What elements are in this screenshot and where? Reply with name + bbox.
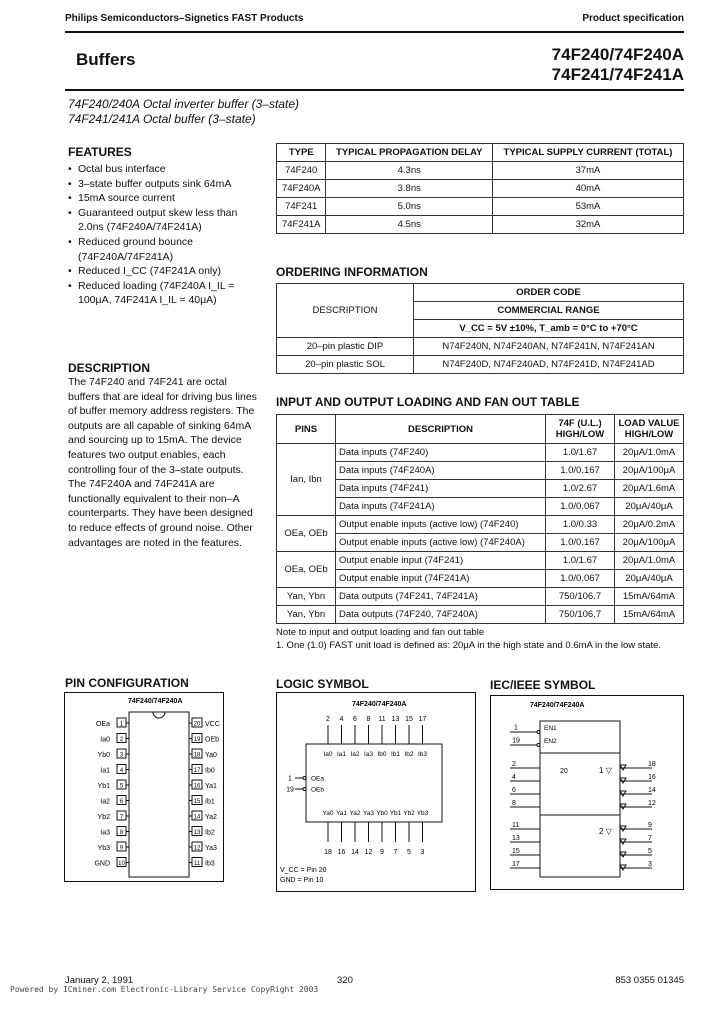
pin-name-right: Ib3 xyxy=(205,860,215,868)
load-value: 20μA/100μA xyxy=(615,462,684,480)
pin-number-right: 20 xyxy=(193,721,201,728)
description-para-2: The 74F240A and 74F241A are functionally equivalent to their non–A counterparts. They have been designed to reduce effects of ground noise. Other advantages are noted in the features. xyxy=(68,478,253,549)
typical-cell: 40mA xyxy=(493,180,684,198)
logic-bottom-pin: 5 xyxy=(407,849,411,856)
loading-row xyxy=(277,516,684,534)
logic-top-pin: 13 xyxy=(391,716,400,723)
pin-name-right: OEb xyxy=(205,736,220,744)
pin-number-right: 19 xyxy=(193,737,201,743)
iec-chip-label: 74F240/74F240A xyxy=(530,702,585,709)
logic-bottom-pin: 9 xyxy=(380,849,384,856)
typical-table xyxy=(276,143,684,234)
logic-input-label: Ia1 xyxy=(336,751,347,758)
feature-item: • Guaranteed output skew less than 2.0ns (74F240A/74F241A) xyxy=(68,206,260,235)
pin-number-left: 7 xyxy=(119,814,124,821)
pin-number-right: 11 xyxy=(193,861,201,867)
typical-cell: 74F241 xyxy=(277,198,326,216)
logic-input-label: Ib1 xyxy=(390,751,401,758)
pins-cell: Yan, Ybn xyxy=(277,588,336,606)
vcc-note: V_CC = Pin 20 xyxy=(280,867,327,874)
logic-top-pin: 15 xyxy=(405,716,413,723)
logic-input-label: Ia2 xyxy=(350,751,360,758)
pin-number-left: 2 xyxy=(119,737,124,743)
pin-name-right: Ib1 xyxy=(205,798,215,806)
pin-name-left: Yb3 xyxy=(97,845,110,852)
pin-number-right: 15 xyxy=(193,799,201,805)
loading-description: Data inputs (74F240A) xyxy=(336,462,546,480)
dip-body xyxy=(129,712,189,877)
pin-number-right: 13 xyxy=(193,830,201,836)
footer-date: January 2, 1991 xyxy=(65,975,134,986)
typical-row xyxy=(277,198,684,216)
ordering-heading: ORDERING INFORMATION xyxy=(276,265,428,279)
package-description: 20–pin plastic SOL xyxy=(277,356,414,374)
pin-number-right: 12 xyxy=(193,845,201,852)
iec-symbol-diagram xyxy=(490,695,684,890)
description-para-1: The 74F240 and 74F241 are octal buffers that are ideal for driving bus lines of buffer memory address registers. The outputs are all capable of sinking 64mA and sourcing up to 15mA. The device features two output enables, each controlling four of the 3–state outputs. xyxy=(68,376,257,476)
iec-gate-1: 1 ▽ xyxy=(599,766,612,775)
iec-left-pin: 13 xyxy=(512,835,520,842)
load-value: 15mA/64mA xyxy=(615,588,684,606)
iec-left-pin: 4 xyxy=(512,774,516,781)
load-value: 20μA/40μA xyxy=(615,570,684,588)
pin-number-left: 8 xyxy=(119,830,124,836)
iec-right-pin: 5 xyxy=(648,848,652,855)
typical-cell: 74F240A xyxy=(277,180,326,198)
pin-name-right: Ya3 xyxy=(205,845,217,852)
loading-description: Data inputs (74F241A) xyxy=(336,498,546,516)
logic-bottom-pin: 12 xyxy=(364,849,373,856)
pin-name-left: GND xyxy=(94,860,110,868)
iec-en-bubble xyxy=(537,744,540,747)
typical-header-cell: TYPICAL SUPPLY CURRENT (TOTAL) xyxy=(493,144,684,162)
logic-input-label: Ib0 xyxy=(377,751,387,758)
loading-row xyxy=(277,480,684,498)
load-value: 20μA/1.6mA xyxy=(615,480,684,498)
subtitle-line-2: 74F241/241A Octal buffer (3–state) xyxy=(68,112,256,126)
typical-cell: 3.8ns xyxy=(326,180,493,198)
order-codes: N74F240N, N74F240AN, N74F241N, N74F241AN xyxy=(414,338,684,356)
iec-left-pin: 6 xyxy=(512,787,516,794)
feature-item: • Octal bus interface xyxy=(68,162,260,177)
load-value: 20μA/0.2mA xyxy=(615,516,684,534)
pins-cell: OEa, OEb xyxy=(277,552,336,588)
category-title: Buffers xyxy=(76,50,136,69)
logic-oe-bubble xyxy=(303,777,306,780)
loading-header-cell: DESCRIPTION xyxy=(336,415,546,444)
logic-output-label: Ya2 xyxy=(349,810,361,817)
loading-header-cell: LOAD VALUE HIGH/LOW xyxy=(615,415,684,444)
iec-en-pin: 19 xyxy=(512,737,520,745)
logic-top-pin: 8 xyxy=(366,716,371,723)
commercial-range: COMMERCIAL RANGE xyxy=(414,302,684,320)
unit-load: 1.0/0.33 xyxy=(546,516,615,534)
iec-right-pin: 9 xyxy=(648,822,652,829)
loading-row xyxy=(277,534,684,552)
feature-item: • Reduced I_CC (74F241A only) xyxy=(68,264,260,279)
typical-cell: 4.5ns xyxy=(326,216,493,234)
pin-name-left: Yb2 xyxy=(97,814,110,821)
pin-config-diagram xyxy=(64,692,224,882)
load-value: 20μA/40μA xyxy=(615,498,684,516)
iec-left-pin: 8 xyxy=(512,800,516,807)
typical-header-cell: TYPE xyxy=(277,144,326,162)
pin-name-right: Ya2 xyxy=(205,814,217,821)
logic-input-label: Ib2 xyxy=(404,751,414,758)
footer-code: 853 0355 01345 xyxy=(615,975,684,986)
pin-number-left: 1 xyxy=(119,721,124,728)
pin-name-left: Yb1 xyxy=(97,783,110,790)
logic-oe-label: OEa xyxy=(311,775,325,783)
ordering-table xyxy=(276,283,684,374)
unit-load: 750/106.7 xyxy=(546,588,615,606)
loading-heading: INPUT AND OUTPUT LOADING AND FAN OUT TABLE xyxy=(276,395,580,409)
iec-right-pin: 12 xyxy=(648,800,656,807)
pin-number-left: 4 xyxy=(119,768,124,774)
feature-item: • Reduced loading (74F240A I_IL = 100μA, 74F241A I_IL = 40μA) xyxy=(68,279,260,308)
logic-input-label: Ia3 xyxy=(363,751,374,758)
logic-top-pin: 6 xyxy=(353,716,357,723)
iec-right-pin: 18 xyxy=(648,761,656,768)
typical-cell: 4.3ns xyxy=(326,162,493,180)
unit-load: 1.0/0.067 xyxy=(546,570,615,588)
logic-top-pin: 11 xyxy=(378,716,386,723)
loading-row xyxy=(277,588,684,606)
pin-name-left: Ia2 xyxy=(100,798,110,806)
logic-output-label: Ya0 xyxy=(322,810,334,817)
loading-header-cell: PINS xyxy=(277,415,336,444)
logic-output-label: Ya1 xyxy=(335,810,348,817)
dip-notch xyxy=(153,712,165,718)
title-rule xyxy=(65,89,684,91)
logic-input-label: Ia0 xyxy=(323,751,333,758)
subtitle xyxy=(68,97,299,127)
pin-name-right: Ya0 xyxy=(205,752,217,759)
loading-description: Output enable inputs (active low) (74F240A) xyxy=(336,534,546,552)
iec-en-label: EN2 xyxy=(544,738,557,745)
pin-number-right: 17 xyxy=(193,768,201,774)
ordering-row xyxy=(277,356,684,374)
unit-load: 1.0/0.067 xyxy=(546,498,615,516)
logic-output-label: Yb2 xyxy=(403,810,415,817)
logic-top-pin: 4 xyxy=(339,716,344,723)
pin-number-right: 18 xyxy=(193,752,201,759)
loading-header-cell: 74F (U.L.) HIGH/LOW xyxy=(546,415,615,444)
logic-symbol-heading: LOGIC SYMBOL xyxy=(276,677,369,691)
loading-row xyxy=(277,570,684,588)
features-list xyxy=(68,162,260,308)
logic-bottom-pin: 18 xyxy=(324,849,332,856)
load-value: 20μA/1.0mA xyxy=(615,444,684,462)
part-line-2: 74F241/74F241A xyxy=(551,65,684,84)
typical-row xyxy=(277,162,684,180)
unit-load: 1.0/1.67 xyxy=(546,552,615,570)
copyright-stamp: Powered by ICminer.com Electronic-Library Service CopyRight 2003 xyxy=(10,985,319,994)
pin-name-left: Ia3 xyxy=(100,829,110,837)
pins-cell: Ian, Ibn xyxy=(277,444,336,516)
description-heading: DESCRIPTION xyxy=(68,361,151,375)
iec-twenty: 20 xyxy=(560,768,568,775)
loading-table xyxy=(276,414,684,624)
pin-number-right: 16 xyxy=(193,783,201,790)
logic-oe-pin: 19 xyxy=(286,786,294,794)
logic-output-label: Yb1 xyxy=(389,810,402,817)
part-line-1: 74F240/74F240A xyxy=(551,45,684,64)
iec-en-label: EN1 xyxy=(544,725,557,732)
loading-header-row xyxy=(277,415,684,444)
pin-name-right: Ib0 xyxy=(205,767,215,775)
order-code-header: ORDER CODE xyxy=(414,284,684,302)
unit-load: 1.0/0.167 xyxy=(546,462,615,480)
typical-cell: 53mA xyxy=(493,198,684,216)
loading-row xyxy=(277,498,684,516)
iec-symbol-heading: IEC/IEEE SYMBOL xyxy=(490,678,596,692)
header-rule xyxy=(65,31,684,33)
iec-left-pin: 2 xyxy=(512,761,516,768)
logic-top-pin: 17 xyxy=(418,716,427,723)
loading-description: Data outputs (74F241, 74F241A) xyxy=(336,588,546,606)
iec-en-bubble xyxy=(537,731,540,734)
pin-name-right: VCC xyxy=(205,721,220,728)
load-value: 15mA/64mA xyxy=(615,606,684,624)
load-value: 20μA/1.0mA xyxy=(615,552,684,570)
pin-number-left: 3 xyxy=(119,752,124,759)
typical-header-row xyxy=(277,144,684,162)
loading-description: Output enable input (74F241) xyxy=(336,552,546,570)
typical-cell: 32mA xyxy=(493,216,684,234)
gnd-note: GND = Pin 10 xyxy=(280,877,324,884)
pin-number-right: 14 xyxy=(193,814,201,821)
loading-row xyxy=(277,444,684,462)
typical-cell: 5.0ns xyxy=(326,198,493,216)
iec-left-pin: 11 xyxy=(512,822,520,829)
loading-description: Output enable inputs (active low) (74F240) xyxy=(336,516,546,534)
package-description: 20–pin plastic DIP xyxy=(277,338,414,356)
loading-description: Output enable input (74F241A) xyxy=(336,570,546,588)
pin-config-heading: PIN CONFIGURATION xyxy=(65,676,189,690)
iec-gate-2: 2 ▽ xyxy=(599,827,612,836)
feature-item: • 15mA source current xyxy=(68,191,260,206)
loading-description: Data outputs (74F240, 74F240A) xyxy=(336,606,546,624)
pin-number-left: 10 xyxy=(118,861,125,867)
typical-cell: 74F241A xyxy=(277,216,326,234)
ordering-desc-header: DESCRIPTION xyxy=(277,284,414,338)
logic-oe-bubble xyxy=(303,788,306,791)
note-1: 1. One (1.0) FAST unit load is defined as: 20μA in the high state and 0.6mA in the low state. xyxy=(276,640,662,651)
logic-bottom-pin: 7 xyxy=(393,849,398,856)
loading-row xyxy=(277,552,684,570)
footer-page: 320 xyxy=(337,975,353,986)
doc-type: Product specification xyxy=(582,13,684,24)
iec-en-pin: 1 xyxy=(514,724,518,732)
loading-description: Data inputs (74F240) xyxy=(336,444,546,462)
logic-chip-label: 74F240/74F240A xyxy=(352,701,407,708)
ordering-conditions: V_CC = 5V ±10%, T_amb = 0°C to +70°C xyxy=(414,320,684,338)
iec-right-pin: 16 xyxy=(648,774,656,781)
pin-name-left: Yb0 xyxy=(97,752,110,759)
iec-right-pin: 7 xyxy=(648,835,652,842)
logic-bottom-pin: 3 xyxy=(420,849,425,856)
subtitle-line-1: 74F240/240A Octal inverter buffer (3–state) xyxy=(68,97,300,111)
feature-item: • 3–state buffer outputs sink 64mA xyxy=(68,177,260,192)
features-heading: FEATURES xyxy=(68,145,132,159)
loading-row xyxy=(277,606,684,624)
loading-note xyxy=(276,626,686,652)
logic-bottom-pin: 14 xyxy=(351,849,359,856)
part-numbers xyxy=(552,45,684,85)
logic-input-label: Ib3 xyxy=(417,751,428,758)
logic-oe-label: OEb xyxy=(311,786,325,794)
typical-row xyxy=(277,216,684,234)
iec-left-pin: 17 xyxy=(512,861,520,868)
pin-name-right: Ib2 xyxy=(205,829,215,837)
pins-cell: Yan, Ybn xyxy=(277,606,336,624)
iec-right-pin: 14 xyxy=(648,787,656,794)
pin-config-chip-label: 74F240/74F240A xyxy=(128,698,183,705)
unit-load: 1.0/1.67 xyxy=(546,444,615,462)
pin-number-left: 5 xyxy=(119,783,124,790)
logic-bottom-pin: 16 xyxy=(337,849,346,856)
typical-cell: 74F240 xyxy=(277,162,326,180)
unit-load: 750/106.7 xyxy=(546,606,615,624)
ordering-header-row xyxy=(277,284,684,302)
logic-output-label: Ya3 xyxy=(362,810,375,817)
typical-header-cell: TYPICAL PROPAGATION DELAY xyxy=(326,144,493,162)
iec-left-pin: 15 xyxy=(512,848,520,855)
iec-right-pin: 3 xyxy=(648,861,652,868)
logic-top-pin: 2 xyxy=(326,716,330,723)
pin-number-left: 9 xyxy=(119,845,124,852)
note-title: Note to input and output loading and fan out table xyxy=(276,627,485,638)
logic-output-label: Yb0 xyxy=(376,810,388,817)
loading-description: Data inputs (74F241) xyxy=(336,480,546,498)
pins-cell: OEa, OEb xyxy=(277,516,336,552)
company-header: Philips Semiconductors–Signetics FAST Products xyxy=(65,13,304,24)
load-value: 20μA/100μA xyxy=(615,534,684,552)
logic-oe-pin: 1 xyxy=(288,775,292,783)
feature-item: • Reduced ground bounce (74F240A/74F241A) xyxy=(68,235,260,264)
order-codes: N74F240D, N74F240AD, N74F241D, N74F241AD xyxy=(414,356,684,374)
pin-name-left: Ia1 xyxy=(100,767,110,775)
pin-name-left: Ia0 xyxy=(100,736,110,744)
pin-name-left: OEa xyxy=(95,721,110,728)
logic-output-label: Yb3 xyxy=(416,810,429,817)
pin-number-left: 6 xyxy=(119,799,124,805)
description-body xyxy=(68,375,260,550)
unit-load: 1.0/2.67 xyxy=(546,480,615,498)
logic-symbol-diagram xyxy=(276,692,476,892)
pin-name-right: Ya1 xyxy=(205,783,217,790)
typical-cell: 37mA xyxy=(493,162,684,180)
ordering-row xyxy=(277,338,684,356)
loading-row xyxy=(277,462,684,480)
typical-row xyxy=(277,180,684,198)
unit-load: 1.0/0.167 xyxy=(546,534,615,552)
